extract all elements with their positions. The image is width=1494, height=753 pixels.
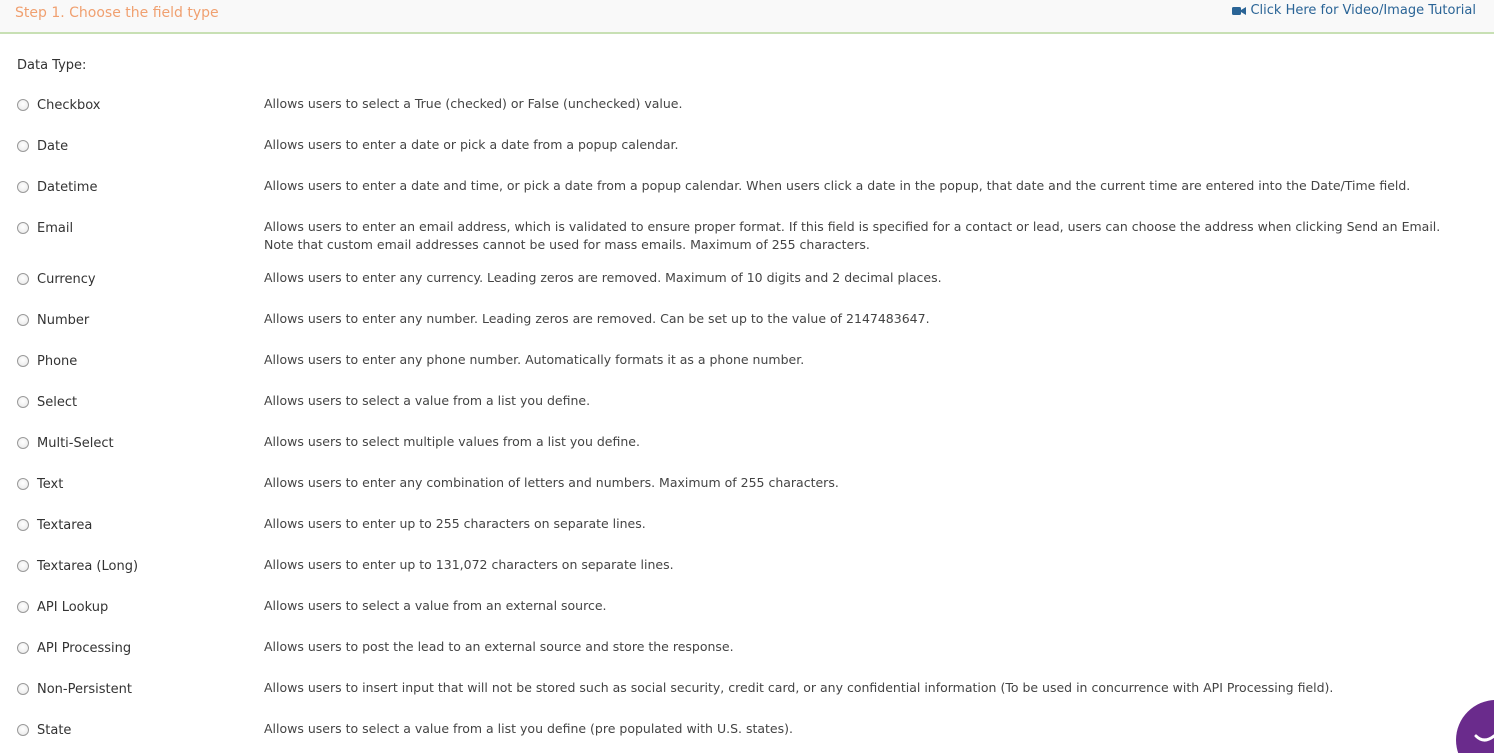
video-camera-icon [1232, 6, 1246, 16]
radio-button[interactable] [17, 273, 29, 285]
radio-button[interactable] [17, 519, 29, 531]
field-type-name[interactable]: Phone [37, 354, 78, 369]
field-type-name[interactable]: State [37, 723, 72, 738]
chat-icon [1472, 720, 1494, 753]
field-type-description: Allows users to select a value from a list you define. [264, 393, 591, 408]
field-type-description: Allows users to enter up to 131,072 characters on separate lines. [264, 557, 674, 572]
field-type-description: Allows users to enter any phone number. Automatically formats it as a phone number. [264, 352, 805, 367]
radio-button[interactable] [17, 314, 29, 326]
chat-launcher-button[interactable] [1456, 700, 1494, 753]
field-type-description: Allows users to enter up to 255 characters on separate lines. [264, 516, 646, 531]
field-type-description: Allows users to enter any combination of letters and numbers. Maximum of 255 characters. [264, 475, 839, 490]
radio-button[interactable] [17, 99, 29, 111]
radio-button[interactable] [17, 396, 29, 408]
field-type-name[interactable]: Currency [37, 272, 96, 287]
radio-button[interactable] [17, 601, 29, 613]
field-type-name[interactable]: Number [37, 313, 90, 328]
radio-button[interactable] [17, 642, 29, 654]
field-type-name[interactable]: API Processing [37, 641, 132, 656]
field-type-description: Allows users to post the lead to an external source and store the response. [264, 639, 734, 654]
radio-button[interactable] [17, 140, 29, 152]
radio-button[interactable] [17, 181, 29, 193]
radio-button[interactable] [17, 724, 29, 736]
field-type-description: Allows users to select a value from a list you define (pre populated with U.S. states). [264, 721, 793, 736]
field-type-description: Allows users to insert input that will not be stored such as social security, credit card, or any confidential information (To be used in concurrence with API Processing field). [264, 680, 1334, 695]
field-type-name[interactable]: Datetime [37, 180, 98, 195]
field-type-name[interactable]: Multi-Select [37, 436, 114, 451]
field-type-name[interactable]: Textarea (Long) [37, 559, 139, 574]
radio-button[interactable] [17, 437, 29, 449]
field-type-name[interactable]: Select [37, 395, 78, 410]
step-header [0, 0, 1494, 34]
data-type-label: Data Type: [17, 58, 87, 73]
field-type-name[interactable]: Email [37, 221, 74, 236]
field-type-name[interactable]: API Lookup [37, 600, 109, 615]
radio-button[interactable] [17, 478, 29, 490]
field-type-description: Allows users to enter an email address, which is validated to ensure proper format. If this field is specified for a contact or lead, users can choose the address when clicking Send an Email. Note that custom email addresses cannot be used for mass emails. Maximum of 255 characters. [264, 219, 1441, 252]
step-title: Step 1. Choose the field type [15, 5, 219, 21]
field-type-description: Allows users to enter a date or pick a date from a popup calendar. [264, 137, 679, 152]
field-type-description: Allows users to select a True (checked) or False (unchecked) value. [264, 96, 683, 111]
radio-button[interactable] [17, 683, 29, 695]
field-type-name[interactable]: Non-Persistent [37, 682, 132, 697]
radio-button[interactable] [17, 560, 29, 572]
radio-button[interactable] [17, 222, 29, 234]
field-type-description: Allows users to select a value from an external source. [264, 598, 607, 613]
field-type-description: Allows users to select multiple values from a list you define. [264, 434, 640, 449]
field-type-description: Allows users to enter any currency. Leading zeros are removed. Maximum of 10 digits and 2 decimal places. [264, 270, 942, 285]
field-type-name[interactable]: Textarea [37, 518, 93, 533]
tutorial-link[interactable] [1232, 3, 1476, 18]
radio-button[interactable] [17, 355, 29, 367]
field-type-name[interactable]: Date [37, 139, 69, 154]
field-type-description: Allows users to enter any number. Leading zeros are removed. Can be set up to the value of 2147483647. [264, 311, 930, 326]
field-type-name[interactable]: Text [37, 477, 64, 492]
field-type-description: Allows users to enter a date and time, or pick a date from a popup calendar. When users click a date in the popup, that date and the current time are entered into the Date/Time field. [264, 178, 1411, 193]
field-type-name[interactable]: Checkbox [37, 98, 101, 113]
tutorial-link-label: Click Here for Video/Image Tutorial [1250, 3, 1476, 18]
